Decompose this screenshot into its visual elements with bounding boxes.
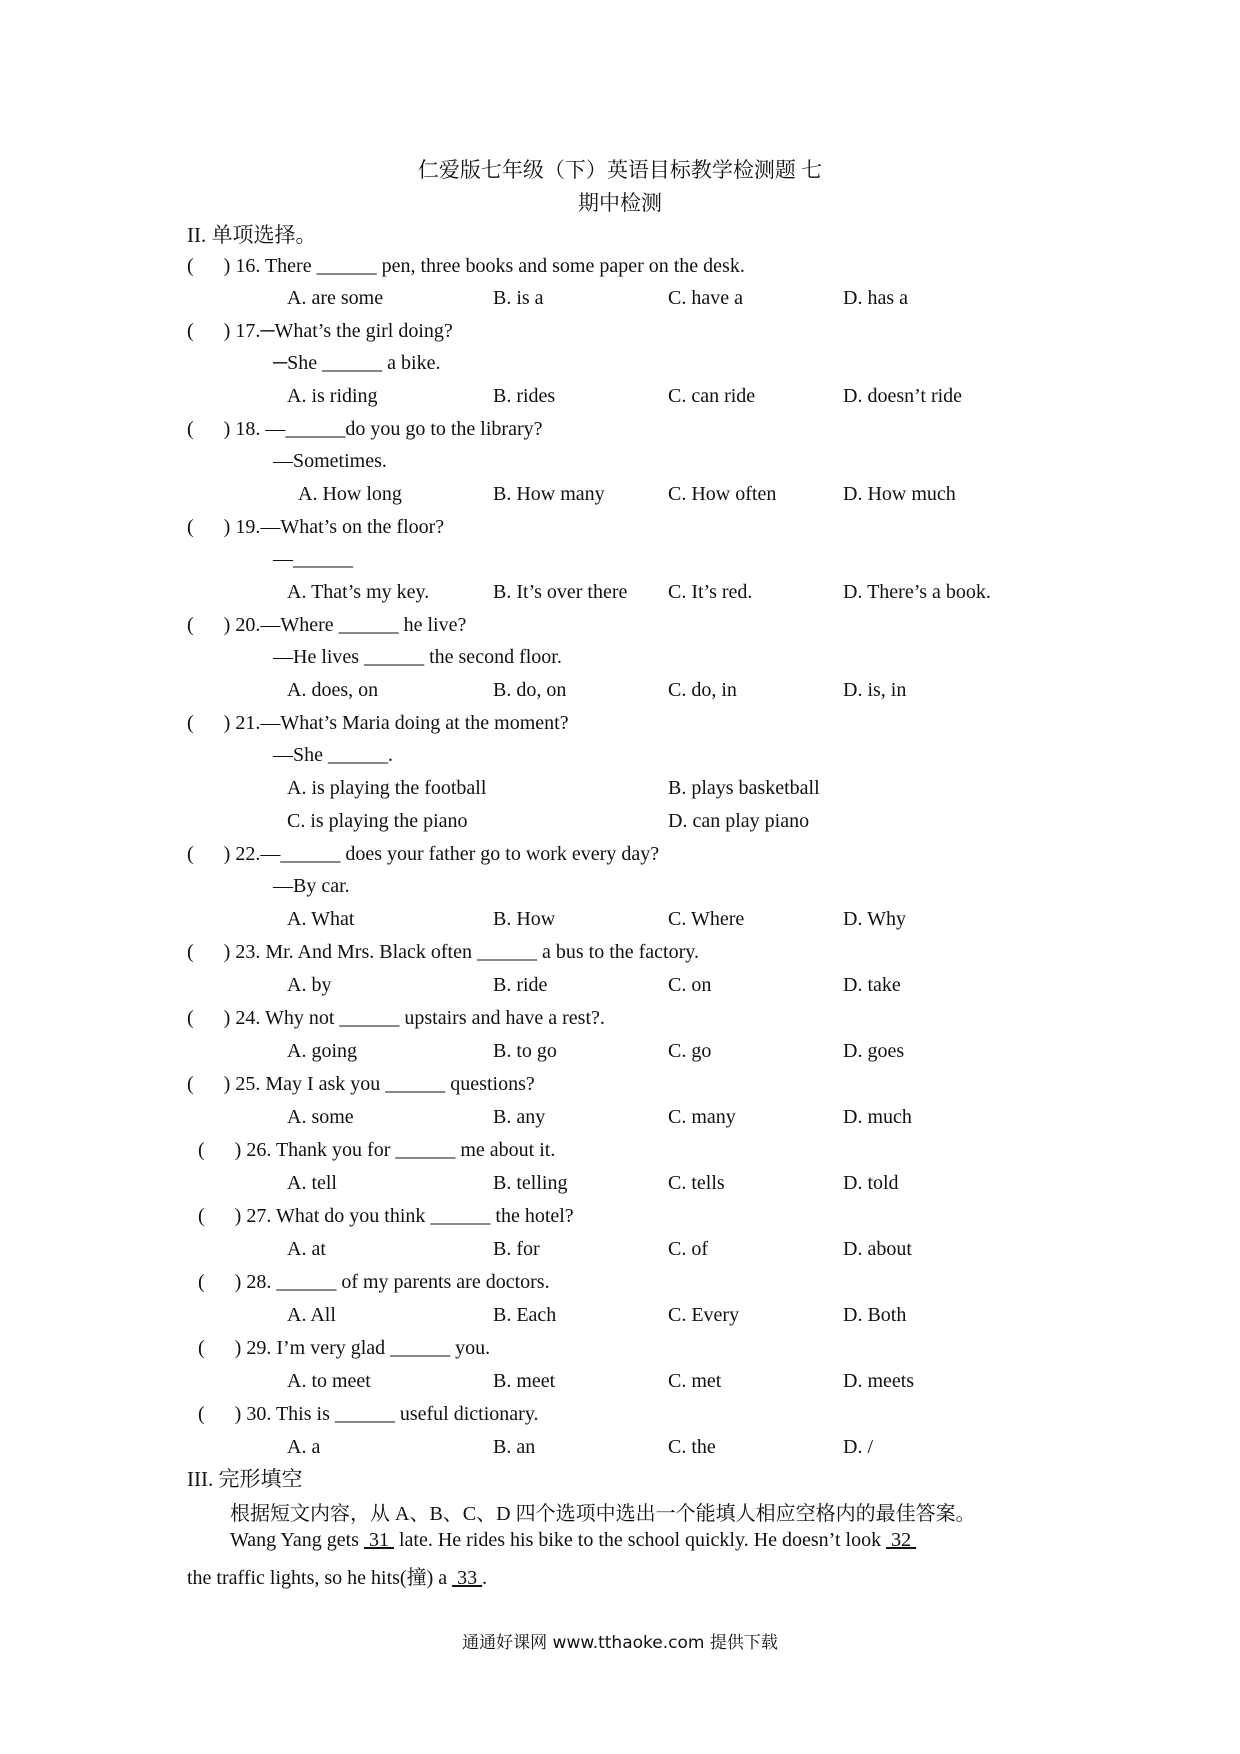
- question-29-stem: ( ) 29. I’m very glad ______ you.: [198, 1337, 491, 1359]
- q21-option-d: D. can play piano: [668, 810, 810, 832]
- passage-text: the traffic lights, so he hits(撞) a: [187, 1567, 453, 1589]
- q22-option-b: B. How: [493, 908, 556, 930]
- cloze-passage-line-1: [230, 1529, 916, 1552]
- section-3-heading: III. 完形填空: [187, 1467, 303, 1491]
- question-18-line: —Sometimes.: [273, 450, 387, 472]
- exam-title: 仁爱版七年级（下）英语目标教学检测题 七: [417, 158, 823, 182]
- q23-option-b: B. ride: [493, 974, 548, 996]
- passage-text: late. He rides his bike to the school quickly. He doesn’t look: [393, 1529, 887, 1551]
- q22-option-d: D. Why: [843, 908, 906, 930]
- q28-option-c: C. Every: [668, 1304, 740, 1326]
- q18-option-b: B. How many: [493, 483, 605, 505]
- q26-option-b: B. telling: [493, 1172, 568, 1194]
- question-25-stem: ( ) 25. May I ask you ______ questions?: [187, 1073, 535, 1095]
- q30-option-c: C. the: [668, 1436, 716, 1458]
- q19-option-a: A. That’s my key.: [287, 581, 430, 603]
- q30-option-d: D. /: [843, 1436, 873, 1458]
- q23-option-c: C. on: [668, 974, 712, 996]
- q22-option-a: A. What: [287, 908, 355, 930]
- q29-option-d: D. meets: [843, 1370, 915, 1392]
- q16-option-d: D. has a: [843, 287, 908, 309]
- q20-option-d: D. is, in: [843, 679, 907, 701]
- question-16-stem: ( ) 16. There ______ pen, three books and some paper on the desk.: [187, 255, 745, 277]
- question-17-line: ─She ______ a bike.: [273, 352, 441, 374]
- q21-option-a: A. is playing the football: [287, 777, 487, 799]
- q29-option-b: B. meet: [493, 1370, 556, 1392]
- q19-option-b: B. It’s over there: [493, 581, 628, 603]
- passage-text: Wang Yang gets: [230, 1529, 364, 1551]
- q16-option-a: A. are some: [287, 287, 384, 309]
- q20-option-b: B. do, on: [493, 679, 567, 701]
- cloze-instruction: 根据短文内容，从 A、B、C、D 四个选项中选出一个能填人相应空格内的最佳答案。: [230, 1503, 976, 1525]
- q18-option-d: D. How much: [843, 483, 956, 505]
- q22-option-c: C. Where: [668, 908, 745, 930]
- q25-option-c: C. many: [668, 1106, 736, 1128]
- question-30-stem: ( ) 30. This is ______ useful dictionary.: [198, 1403, 539, 1425]
- passage-text: .: [482, 1567, 488, 1589]
- question-17-stem: ( ) 17.─What’s the girl doing?: [187, 320, 453, 342]
- question-22-stem: ( ) 22.—______ does your father go to work every day?: [187, 843, 660, 865]
- q18-option-a: A. How long: [298, 483, 402, 505]
- q20-option-a: A. does, on: [287, 679, 379, 701]
- question-22-line: —By car.: [273, 875, 350, 897]
- q27-option-d: D. about: [843, 1238, 912, 1260]
- q27-option-a: A. at: [287, 1238, 326, 1260]
- q24-option-c: C. go: [668, 1040, 712, 1062]
- q26-option-c: C. tells: [668, 1172, 725, 1194]
- q16-option-b: B. is a: [493, 287, 544, 309]
- q27-option-c: C. of: [668, 1238, 708, 1260]
- blank-33: 33: [452, 1567, 483, 1589]
- question-26-stem: ( ) 26. Thank you for ______ me about it.: [198, 1139, 556, 1161]
- q28-option-d: D. Both: [843, 1304, 907, 1326]
- q16-option-c: C. have a: [668, 287, 743, 309]
- question-20-stem: ( ) 20.—Where ______ he live?: [187, 614, 467, 636]
- cloze-passage-line-2: [187, 1561, 487, 1590]
- q25-option-a: A. some: [287, 1106, 354, 1128]
- q24-option-d: D. goes: [843, 1040, 905, 1062]
- q18-option-c: C. How often: [668, 483, 777, 505]
- q26-option-d: D. told: [843, 1172, 899, 1194]
- q23-option-d: D. take: [843, 974, 901, 996]
- q17-option-c: C. can ride: [668, 385, 756, 407]
- footer-credit: 通通好课网 www.tthaoke.com 提供下载: [462, 1633, 778, 1653]
- q25-option-d: D. much: [843, 1106, 912, 1128]
- question-19-line: —______: [273, 548, 353, 570]
- question-27-stem: ( ) 27. What do you think ______ the hotel?: [198, 1205, 574, 1227]
- blank-32: 32: [886, 1529, 917, 1551]
- q23-option-a: A. by: [287, 974, 332, 996]
- q28-option-a: A. All: [287, 1304, 336, 1326]
- q28-option-b: B. Each: [493, 1304, 557, 1326]
- blank-31: 31: [363, 1529, 394, 1551]
- q24-option-b: B. to go: [493, 1040, 557, 1062]
- q24-option-a: A. going: [287, 1040, 357, 1062]
- exam-subtitle: 期中检测: [578, 191, 662, 215]
- q17-option-a: A. is riding: [287, 385, 378, 407]
- q19-option-d: D. There’s a book.: [843, 581, 991, 603]
- q19-option-c: C. It’s red.: [668, 581, 753, 603]
- section-2-heading: II. 单项选择。: [187, 223, 317, 247]
- q20-option-c: C. do, in: [668, 679, 737, 701]
- question-28-stem: ( ) 28. ______ of my parents are doctors.: [198, 1271, 550, 1293]
- question-20-line: —He lives ______ the second floor.: [273, 646, 562, 668]
- q26-option-a: A. tell: [287, 1172, 337, 1194]
- question-21-stem: ( ) 21.—What’s Maria doing at the moment?: [187, 712, 569, 734]
- q21-option-c: C. is playing the piano: [287, 810, 468, 832]
- question-23-stem: ( ) 23. Mr. And Mrs. Black often ______ a bus to the factory.: [187, 941, 699, 963]
- q17-option-d: D. doesn’t ride: [843, 385, 963, 407]
- q29-option-c: C. met: [668, 1370, 722, 1392]
- question-18-stem: ( ) 18. —______do you go to the library?: [187, 418, 543, 440]
- q17-option-b: B. rides: [493, 385, 556, 407]
- q21-option-b: B. plays basketball: [668, 777, 820, 799]
- question-19-stem: ( ) 19.—What’s on the floor?: [187, 516, 445, 538]
- question-21-line: —She ______.: [273, 744, 393, 766]
- q27-option-b: B. for: [493, 1238, 540, 1260]
- q30-option-a: A. a: [287, 1436, 321, 1458]
- q29-option-a: A. to meet: [287, 1370, 371, 1392]
- q30-option-b: B. an: [493, 1436, 536, 1458]
- q25-option-b: B. any: [493, 1106, 546, 1128]
- question-24-stem: ( ) 24. Why not ______ upstairs and have a rest?.: [187, 1007, 605, 1029]
